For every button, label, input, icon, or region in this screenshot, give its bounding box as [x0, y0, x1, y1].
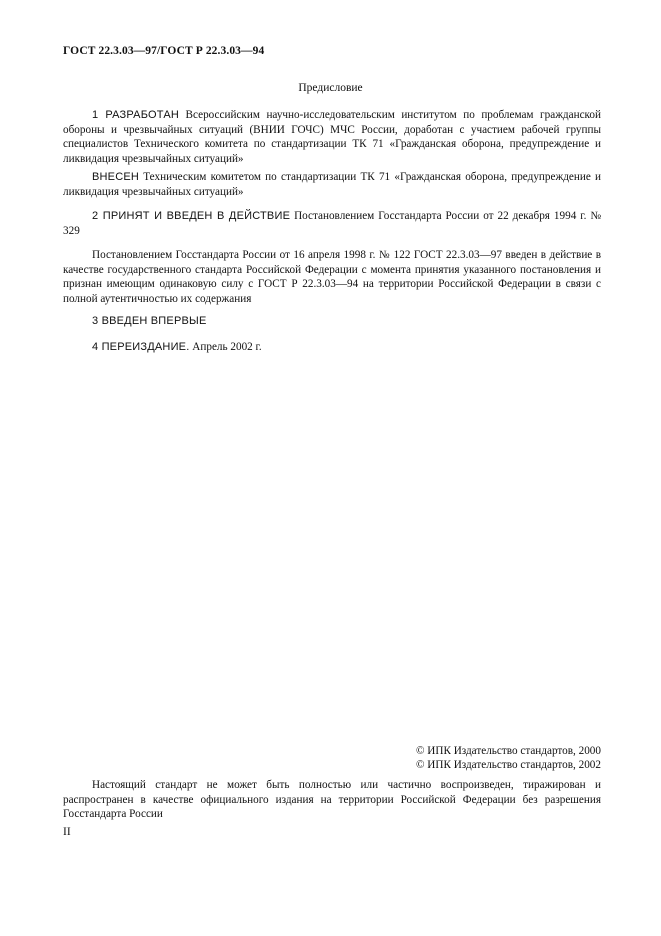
foreword-item-reissue	[63, 340, 601, 355]
item-text: Всероссийским научно-исследовательским институтом по проблемам гражданской обороны и чрезвычайных ситуаций (ВНИИ ГОЧС) МЧС России, доработан с участием рабочей группы специалистов Технического комитета по стандартизации ТК 71 «Гражданская оборона, предупреждение и ликвидация чрезвычайных ситуаций»	[63, 109, 601, 165]
item-lead: 2 ПРИНЯТ И ВВЕДЕН В ДЕЙСТВИЕ	[92, 210, 291, 222]
item-lead: 1 РАЗРАБОТАН	[92, 109, 179, 121]
copyright-line-2000: © ИПК Издательство стандартов, 2000	[415, 745, 601, 757]
item-lead: 4 ПЕРЕИЗДАНИЕ.	[92, 341, 190, 353]
item-lead: 3 ВВЕДЕН ВПЕРВЫЕ	[92, 315, 207, 327]
item-text: Техническим комитетом по стандартизации ТК 71 «Гражданская оборона, предупреждение и ликвидация чрезвычайных ситуаций»	[63, 171, 601, 198]
page-number: II	[63, 826, 71, 838]
item-text: Постановлением Госстандарта России от 16 апреля 1998 г. № 122 ГОСТ 22.3.03—97 введен в действие в качестве государственного стандарта Российской Федерации с момента принятия указанного постановления и признан имеющим одинаковую силу с ГОСТ Р 22.3.03—94 на территории Российской Федерации в связи с полной аутентичностью их содержания	[63, 249, 601, 305]
foreword-item-resolution	[63, 248, 601, 306]
foreword-item-first-introduced	[63, 314, 601, 329]
item-text: Постановлением Госстандарта России от 22 декабря 1994 г. № 329	[63, 210, 601, 237]
item-lead: ВНЕСЕН	[92, 171, 140, 183]
reproduction-notice: Настоящий стандарт не может быть полностью или частично воспроизведен, тиражирован и распространен в качестве официального издания на территории Российской Федерации без разрешения Госстандарта России	[63, 779, 601, 821]
foreword-item-developed	[63, 108, 601, 166]
copyright-line-2002: © ИПК Издательство стандартов, 2002	[415, 758, 601, 771]
copyright-block	[416, 745, 601, 772]
foreword-item-introduced	[63, 170, 601, 199]
foreword-heading: Предисловие	[298, 82, 363, 94]
item-text: Апрель 2002 г.	[189, 341, 262, 353]
document-header: ГОСТ 22.3.03—97/ГОСТ Р 22.3.03—94	[63, 45, 265, 57]
foreword-item-adopted	[63, 209, 601, 238]
